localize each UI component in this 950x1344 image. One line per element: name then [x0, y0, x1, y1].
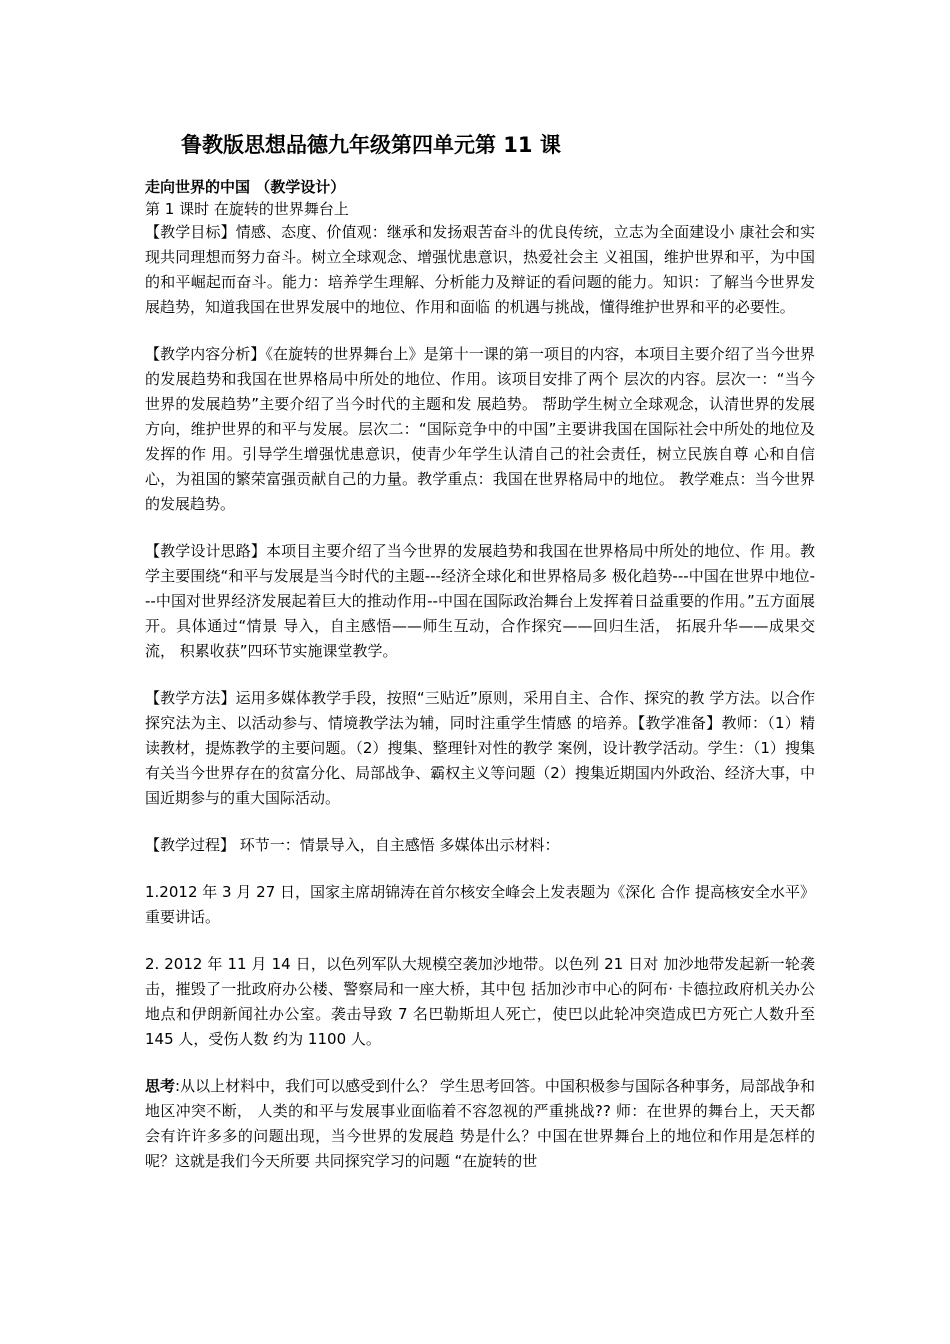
lesson-heading: 第 1 课时 在旋转的世界舞台上 [145, 200, 349, 218]
paragraph-design-ideas: 【教学设计思路】本项目主要介绍了当今世界的发展趋势和我国在世界格局中所处的地位、作 用。教学主要围绕“和平与发展是当今时代的主题---经济全球化和世界格局多 极化趋势---中国在世界中地位---中国对世界经济发展起着巨大的推动作用--中国在国际政治舞台上发挥着日益重要的作用。”五方面展开。具体通过“情景 导入，自主感悟——师生互动，合作探究——回归生活， 拓展升华——成果交流， 积累收获”四环节实施课堂教学。 [145, 542, 815, 660]
paragraph-content-analysis: 【教学内容分析】《在旋转的世界舞台上》是第十一课的第一项目的内容，本项目主要介绍了当今世界的发展趋势和我国在世界格局中所处的地位、作用。该项目安排了两个 层次的内容。层次一：“当今世界的发展趋势”主要介绍了当今时代的主题和发 展趋势。 帮助学生树立全球观念，认清世界的发展方向，维护世界的和平与发展。层次二：“国际竞争中的中国”主要讲我国在国际社会中所处的地位及发挥的作 用。引导学生增强忧患意识，使青少年学生认清自己的社会责任，树立民族自尊 心和自信心，为祖国的繁荣富强贡献自己的力量。教学重点：我国在世界格局中的地位。 教学难点：当今世界的发展趋势。 [145, 345, 815, 513]
paragraph-teaching-methods: 【教学方法】运用多媒体教学手段，按照“三贴近”原则，采用自主、合作、探究的教 学方法。以合作探究法为主、以活动参与、情境教学法为辅，同时注重学生情感 的培养。【教学准备】教师：（1）精读教材，提炼教学的主要问题。（2）搜集、整理针对性的教学 案例，设计教学活动。学生：（1）搜集有关当今世界存在的贫富分化、局部战争、霸权主义等问题（2）搜集近期国内外政治、经济大事，中国近期参与的重大国际活动。 [145, 689, 815, 807]
think-label: 思考 [145, 1077, 176, 1095]
paragraph-material-1: 1.2012 年 3 月 27 日，国家主席胡锦涛在首尔核安全峰会上发表题为《深化 合作 提高核安全水平》重要讲话。 [145, 883, 815, 926]
paragraph-think [145, 1074, 815, 1174]
paragraph-material-2: 2. 2012 年 11 月 14 日，以色列军队大规模空袭加沙地带。以色列 21 日对 加沙地带发起新一轮袭击，摧毁了一批政府办公楼、警察局和一座大桥，其中包 括加沙市中心的阿布· 卡德拉政府机关办公地点和伊朗新闻社办公室。袭击导致 7 名巴勒斯坦人死亡，使巴以此轮冲突造成巴方死亡人数升至 145 人，受伤人数 约为 1100 人。 [145, 955, 815, 1048]
document-title: 鲁教版思想品德九年级第四单元第 11 课 [181, 133, 561, 157]
document-page [145, 130, 815, 1196]
think-text: :从以上材料中，我们可以感受到什么？ 学生思考回答。中国积极参与国际各种事务，局部战争和地区冲突不断， 人类的和平与发展事业面临着不容忽视的严重挑战?? 师：在世界的舞台上，天天都会有许许多多的问题出现，当今世界的发展趋 势是什么？中国在世界舞台上的地位和作用是怎样的呢？这就是我们今天所要 共同探究学习的问题 “在旋转的世 [145, 1077, 815, 1170]
document-subtitle: 走向世界的中国 （教学设计） [145, 178, 346, 196]
paragraph-teaching-goals: 【教学目标】情感、态度、价值观：继承和发扬艰苦奋斗的优良传统，立志为全面建设小 康社会和实现共同理想而努力奋斗。树立全球观念、增强忧患意识，热爱社会主 义祖国，维护世界和平，为中国的和平崛起而奋斗。能力：培养学生理解、分析能力及辩证的看问题的能力。知识：了解当今世界发展趋势，知道我国在世界发展中的地位、作用和面临 的机遇与挑战，懂得维护世界和平的必要性。 [145, 223, 815, 316]
paragraph-teaching-process: 【教学过程】 环节一：情景导入，自主感悟 多媒体出示材料： [145, 836, 560, 854]
